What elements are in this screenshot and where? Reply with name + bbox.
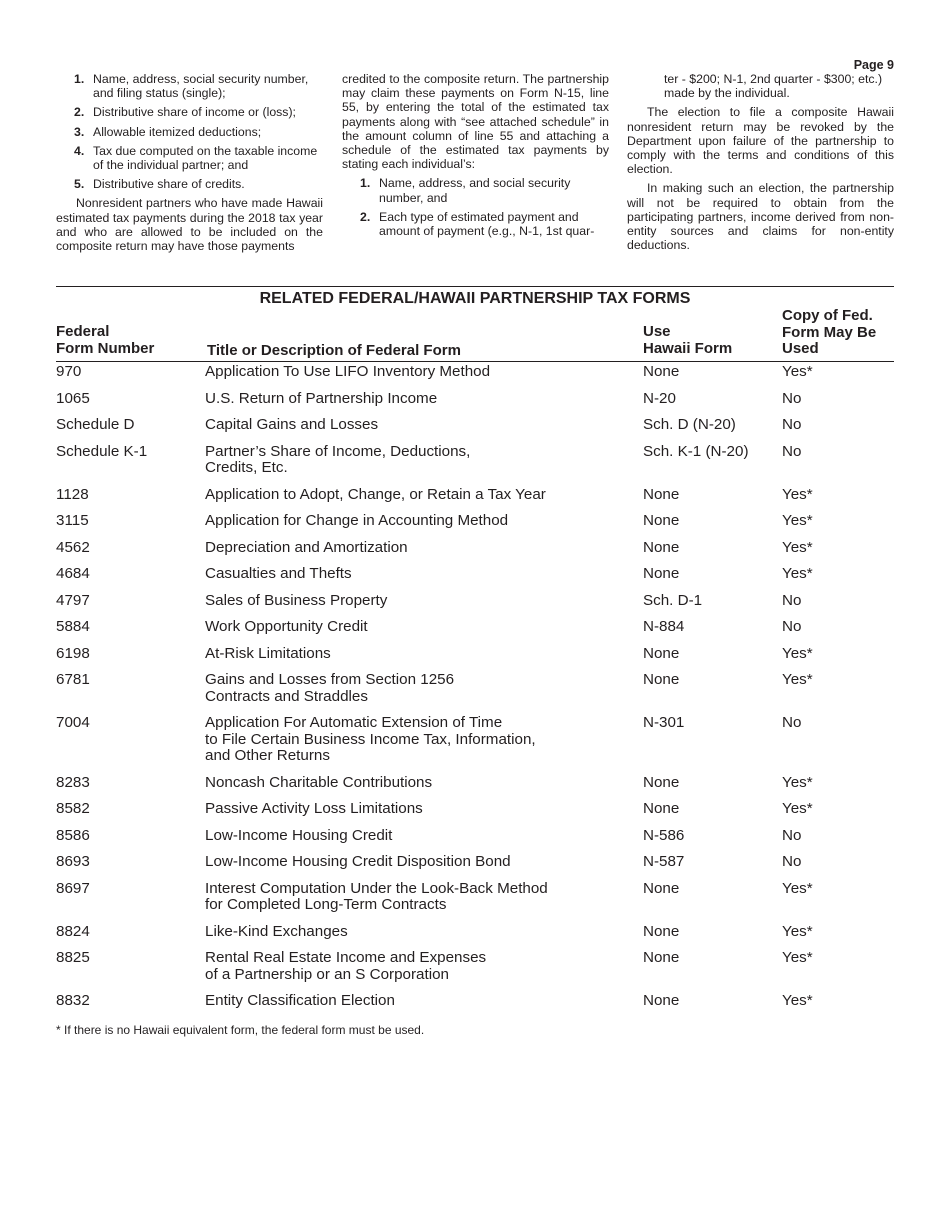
item-text: Name, address, and social security number, and [379, 176, 571, 205]
form-title-line: Application to Adopt, Change, or Retain a Tax Year [205, 485, 546, 503]
federal-form-number: 1065 [56, 389, 90, 407]
form-title-line: U.S. Return of Partnership Income [205, 389, 438, 407]
header-federal-line2: Form Number [56, 339, 155, 357]
hawaii-form: N-301 [643, 714, 685, 731]
item-text: Distributive share of income or (loss); [93, 105, 296, 120]
copy-may-be-used: Yes* [782, 538, 813, 556]
form-title-line: Interest Computation Under the Look-Back Method [205, 879, 548, 897]
revocation-paragraph: The election to file a composite Hawaii nonresident return may be revoked by the Department upon failure of the partnership to comply with the terms and conditions of this election. [627, 105, 894, 177]
item-text: Name, address, social security number, and filing status (single); [93, 72, 309, 101]
copy-may-be-used: Yes* [782, 512, 813, 529]
item-text: Allowable itemized deductions; [93, 124, 262, 139]
hawaii-form: None [643, 538, 680, 556]
hawaii-form: None [643, 922, 680, 940]
hawaii-form: None [643, 800, 680, 817]
election-paragraph: In making such an election, the partnership will not be required to obtain from the participating partners, income derived from non-entity sources and claims for non-entity deductions. [627, 181, 894, 253]
form-title-line: Rental Real Estate Income and Expenses [205, 949, 487, 966]
form-title [205, 513, 625, 530]
federal-form-number: Schedule K-1 [56, 442, 148, 460]
copy-may-be-used: No [782, 826, 802, 844]
header-use-hawaii-form [643, 324, 732, 357]
federal-form-number: 970 [56, 363, 82, 380]
header-use-line1: Use [643, 323, 671, 340]
hawaii-form: None [643, 949, 680, 966]
estimated-payment-items [342, 176, 609, 238]
hawaii-form: None [643, 485, 680, 503]
item-text: Distributive share of credits. [93, 177, 245, 192]
header-use-line2: Hawaii Form [643, 339, 733, 357]
item-number: 2. [360, 209, 371, 224]
composite-return-items [56, 72, 323, 191]
text-column-1 [56, 72, 323, 258]
copy-may-be-used: No [782, 442, 802, 460]
form-title [205, 801, 625, 818]
form-title [205, 775, 625, 792]
form-title-line: Noncash Charitable Contributions [205, 773, 433, 791]
header-federal-line1: Federal [56, 323, 110, 340]
form-title [205, 619, 625, 636]
hawaii-form: None [643, 512, 680, 529]
form-title [205, 540, 625, 557]
item-number: 1. [74, 72, 85, 86]
hawaii-form: Sch. D-1 [643, 591, 703, 609]
item-number: 4. [74, 143, 85, 158]
copy-may-be-used: Yes* [782, 922, 813, 940]
form-title-line: At-Risk Limitations [205, 644, 331, 662]
federal-form-number: 6781 [56, 671, 90, 688]
form-title [205, 828, 625, 845]
form-title [205, 924, 625, 941]
copy-may-be-used: Yes* [782, 773, 813, 791]
copy-may-be-used: Yes* [782, 485, 813, 503]
form-title [205, 950, 625, 983]
hawaii-form: None [643, 992, 680, 1009]
copy-may-be-used: Yes* [782, 949, 813, 966]
c1-item [56, 177, 323, 191]
item-number: 1. [360, 176, 371, 191]
table-header-rule [56, 361, 894, 362]
credited-paragraph: credited to the composite return. The partnership may claim these payments on Form N-15, line 55, by entering the total of the estimated tax payments along with “see attached schedule” in the amount column of line 55 and attaching a schedule of the estimated tax payments by stating each individual’s: [342, 72, 609, 172]
table-title: RELATED FEDERAL/HAWAII PARTNERSHIP TAX FORMS [259, 290, 691, 307]
form-title-line: of a Partnership or an S Corporation [205, 965, 449, 983]
footnote: * If there is no Hawaii equivalent form, the federal form must be used. [56, 1023, 425, 1037]
federal-form-number: 3115 [56, 512, 89, 529]
text-column-3 [627, 72, 894, 257]
header-copy-line1: Copy of Fed. [782, 307, 873, 324]
federal-form-number: 8582 [56, 800, 90, 817]
c1-item [56, 125, 323, 139]
federal-form-number: 8693 [56, 853, 90, 870]
form-title [205, 993, 625, 1010]
item-number: 2. [74, 105, 85, 120]
form-title-line: Application for Change in Accounting Method [205, 512, 509, 529]
c1-item [56, 105, 323, 119]
form-title-line: to File Certain Business Income Tax, Information, [205, 730, 536, 748]
form-title [205, 672, 625, 705]
federal-form-number: 4684 [56, 565, 90, 582]
hawaii-form: Sch. K-1 (N-20) [643, 442, 749, 460]
hawaii-form: None [643, 565, 680, 582]
federal-form-number: 8832 [56, 992, 90, 1009]
c2-item [342, 176, 609, 204]
federal-form-number: 5884 [56, 618, 90, 635]
form-title [205, 417, 625, 434]
federal-form-number: 1128 [56, 485, 89, 503]
copy-may-be-used: Yes* [782, 879, 813, 897]
hawaii-form: None [643, 363, 680, 380]
copy-may-be-used: No [782, 714, 802, 731]
page-number: Page 9 [853, 58, 894, 72]
form-title [205, 854, 625, 871]
form-title [205, 444, 625, 477]
federal-form-number: Schedule D [56, 416, 135, 433]
form-title-line: Capital Gains and Losses [205, 416, 379, 433]
federal-form-number: 8825 [56, 949, 90, 966]
form-title [205, 391, 625, 408]
federal-form-number: 4562 [56, 538, 90, 556]
hawaii-form: None [643, 671, 680, 688]
item-number: 3. [74, 124, 85, 139]
form-title-line: Credits, Etc. [205, 459, 288, 476]
form-title-line: Depreciation and Amortization [205, 538, 408, 556]
item-number: 5. [74, 177, 85, 192]
copy-may-be-used: Yes* [782, 671, 813, 688]
hawaii-form: None [643, 879, 680, 897]
header-federal-form-number [56, 324, 154, 357]
copy-may-be-used: Yes* [782, 992, 813, 1009]
table-top-rule [56, 286, 894, 287]
form-title [205, 881, 625, 914]
copy-may-be-used: Yes* [782, 644, 813, 662]
copy-may-be-used: No [782, 416, 802, 433]
copy-may-be-used: No [782, 389, 802, 407]
hawaii-form: N-884 [643, 618, 685, 635]
form-title [205, 487, 625, 504]
form-title-line: Work Opportunity Credit [205, 618, 368, 635]
form-title [205, 646, 625, 663]
hawaii-form: Sch. D (N-20) [643, 416, 736, 433]
copy-may-be-used: Yes* [782, 565, 813, 582]
form-title-line: Partner’s Share of Income, Deductions, [205, 442, 471, 460]
federal-form-number: 4797 [56, 591, 90, 609]
instructions-text [56, 72, 894, 262]
form-title-line: Application To Use LIFO Inventory Method [205, 363, 491, 380]
hawaii-form: None [643, 773, 680, 791]
form-title-line: Entity Classification Election [205, 992, 395, 1009]
form-title [205, 715, 625, 765]
item-text: Tax due computed on the taxable income of the individual partner; and [93, 143, 318, 173]
copy-may-be-used: Yes* [782, 800, 813, 817]
hawaii-form: N-20 [643, 389, 676, 407]
copy-may-be-used: No [782, 618, 802, 635]
header-copy-line2: Form May Be [782, 323, 877, 341]
form-title [205, 566, 625, 583]
federal-form-number: 8283 [56, 773, 90, 791]
form-title-line: Low-Income Housing Credit Disposition Bond [205, 853, 511, 870]
form-title-line: for Completed Long-Term Contracts [205, 896, 447, 913]
continued-item-text: ter - $200; N-1, 2nd quarter - $300; etc.) made by the individual. [664, 72, 883, 101]
form-title-line: Contracts and Straddles [205, 687, 368, 705]
federal-form-number: 6198 [56, 644, 90, 662]
form-title-line: Gains and Losses from Section 1256 [205, 671, 455, 688]
form-title-line: Low-Income Housing Credit [205, 826, 393, 844]
header-copy-may-be-used [782, 308, 876, 358]
federal-form-number: 8824 [56, 922, 90, 940]
hawaii-form: None [643, 644, 680, 662]
federal-form-number: 8586 [56, 826, 90, 844]
c1-item [56, 144, 323, 172]
hawaii-form: N-586 [643, 826, 685, 844]
form-title-line: and Other Returns [205, 747, 330, 764]
form-title-line: Casualties and Thefts [205, 565, 352, 582]
form-title-line: Like-Kind Exchanges [205, 922, 348, 940]
form-title-line: Passive Activity Loss Limitations [205, 800, 423, 817]
copy-may-be-used: Yes* [782, 363, 813, 380]
text-column-2 [342, 72, 609, 243]
c2-item [342, 210, 609, 238]
form-title [205, 364, 625, 381]
c1-item [56, 72, 323, 100]
copy-may-be-used: No [782, 591, 802, 609]
federal-form-number: 7004 [56, 714, 90, 731]
form-title-line: Sales of Business Property [205, 591, 388, 609]
nonresident-paragraph: Nonresident partners who have made Hawaii estimated tax payments during the 2018 tax year and who are allowed to be included on the composite return may have those payments [56, 196, 323, 254]
header-copy-line3: Used [782, 340, 819, 357]
form-title-line: Application For Automatic Extension of Time [205, 714, 503, 731]
hawaii-form: N-587 [643, 853, 685, 870]
header-title-description: Title or Description of Federal Form [207, 342, 461, 359]
copy-may-be-used: No [782, 853, 802, 870]
form-title [205, 593, 625, 610]
federal-form-number: 8697 [56, 879, 90, 897]
item-text: Each type of estimated payment and amount of payment (e.g., N-1, 1st quar- [379, 209, 595, 239]
